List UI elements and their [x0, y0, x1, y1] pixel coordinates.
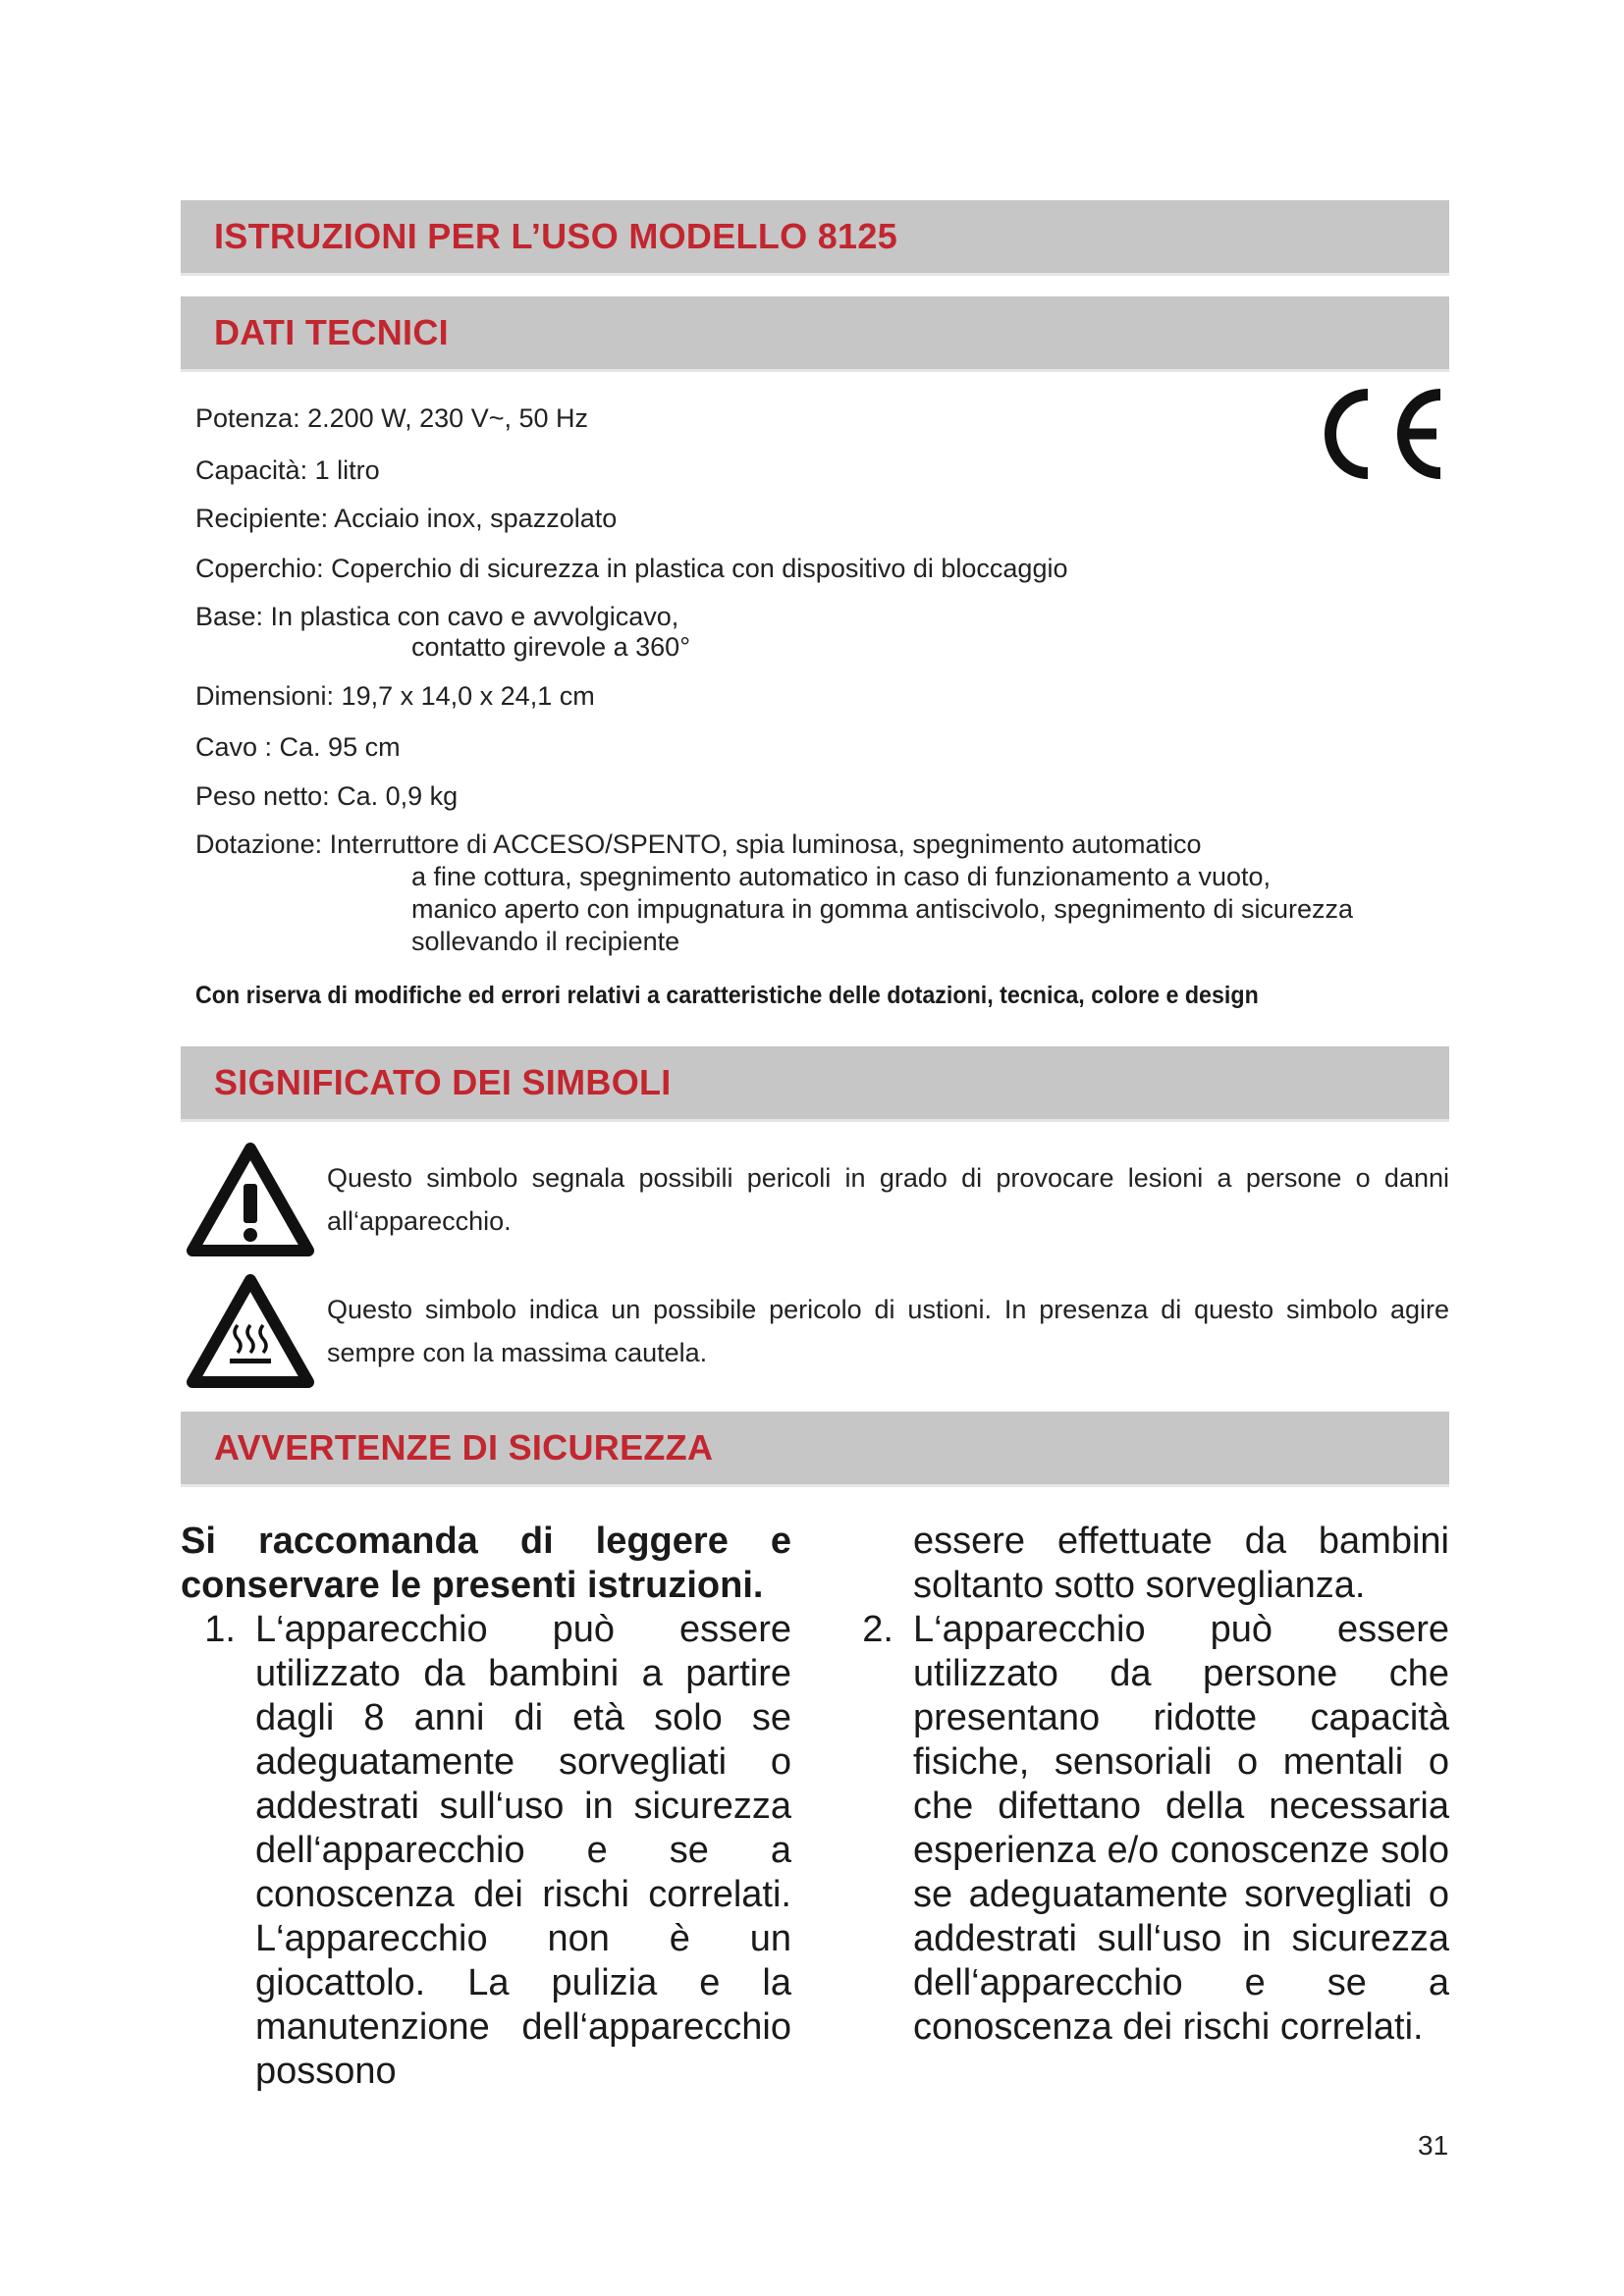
disclaimer-note: Con riserva di modifiche ed errori relativi a caratteristiche delle dotazioni, tecnica, colore e design: [195, 982, 1259, 1009]
safety-item-2-text: L‘apparecchio può essere utilizzato da persone che presentano ridotte capacità fisiche, sensoriali o mentali o che difettano della necessaria esperienza e/o conoscenze solo se adeguatamente sorvegliati o addestrati sull‘uso in sicurezza dell‘apparecchio e se a conoscenza dei rischi correlati.: [913, 1609, 1449, 2048]
main-title-band: [181, 200, 1449, 276]
main-title: ISTRUZIONI PER L’USO MODELLO 8125: [214, 216, 898, 256]
safety-item-2-number: 2.: [862, 1609, 893, 1650]
safety-item-1-number: 1.: [204, 1609, 236, 1650]
spec-base: [195, 601, 690, 664]
spec-dotazione-line1: Dotazione: Interruttore di ACCESO/SPENTO, spia luminosa, spegnimento automatico: [195, 829, 1202, 859]
warning-heat-icon: [187, 1274, 314, 1390]
sicurezza-heading: AVVERTENZE DI SICUREZZA: [214, 1427, 714, 1468]
spec-dotazione-line2: a fine cottura, spegnimento automatico in caso di funzionamento a vuoto,: [411, 862, 1272, 891]
safety-column-right: [839, 1520, 1449, 2050]
spec-dotazione-line4: sollevando il recipiente: [411, 927, 680, 956]
safety-item-1-continuation: essere effettuate da bambini soltanto sotto sorveglianza.: [913, 1521, 1449, 1606]
spec-capacita: Capacità: 1 litro: [195, 455, 380, 485]
simboli-heading: SIGNIFICATO DEI SIMBOLI: [214, 1062, 672, 1102]
spec-dotazione: [195, 828, 1353, 958]
sicurezza-band: [181, 1412, 1449, 1487]
safety-lead: Si raccomanda di leggere e conservare le presenti istruzioni.: [181, 1521, 791, 1606]
spec-base-line2: contatto girevole a 360°: [411, 632, 690, 662]
spec-potenza: Potenza: 2.200 W, 230 V~, 50 Hz: [195, 403, 589, 433]
ce-mark-icon: [1319, 383, 1450, 485]
spec-peso: Peso netto: Ca. 0,9 kg: [195, 781, 459, 811]
warning-exclamation-icon: [187, 1143, 314, 1258]
spec-coperchio: Coperchio: Coperchio di sicurezza in plastica con dispositivo di bloccaggio: [195, 554, 1068, 583]
page-number: 31: [1418, 2130, 1449, 2161]
spec-dotazione-line3: manico aperto con impugnatura in gomma antiscivolo, spegnimento di sicurezza: [411, 894, 1354, 924]
safety-item-2: [839, 1608, 1449, 2050]
safety-item-1: [181, 1608, 791, 2094]
dati-tecnici-heading: DATI TECNICI: [214, 312, 449, 352]
dati-tecnici-band: [181, 296, 1449, 372]
safety-item-1-text: L‘apparecchio può essere utilizzato da bambini a partire dagli 8 anni di età solo se adeguatamente sorvegliati o addestrati sull‘uso in sicurezza dell‘apparecchio e se a conoscenza dei rischi correlati. L‘apparecchio non è un giocattolo. La pulizia e la manutenzione dell‘apparecchio possono: [255, 1609, 791, 2092]
spec-cavo: Cavo : Ca. 95 cm: [195, 732, 401, 762]
safety-column-left: [181, 1520, 791, 2094]
spec-dimensioni: Dimensioni: 19,7 x 14,0 x 24,1 cm: [195, 681, 595, 711]
spec-recipiente: Recipiente: Acciaio inox, spazzolato: [195, 504, 618, 533]
danger-symbol-text: Questo simbolo segnala possibili pericoli in grado di provocare lesioni a persone o danni all‘apparecchio.: [327, 1163, 1449, 1236]
burn-symbol-text: Questo simbolo indica un possibile pericolo di ustioni. In presenza di questo simbolo agire sempre con la massima cautela.: [327, 1295, 1449, 1367]
simboli-band: [181, 1046, 1449, 1122]
spec-base-line1: Base: In plastica con cavo e avvolgicavo,: [195, 602, 679, 631]
